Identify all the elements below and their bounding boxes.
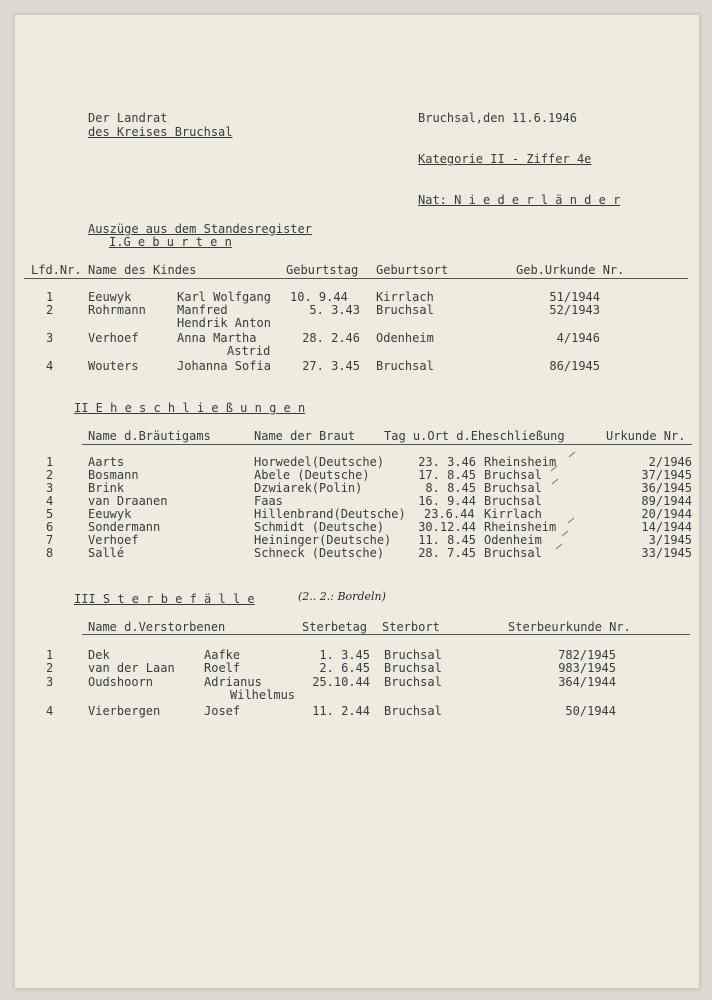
births-col-place: Geburtsort [376,263,449,277]
row-number: 8 [46,546,54,560]
birth-place: Kirrlach [376,290,434,304]
place-date: Bruchsal,den 11.6.1946 [418,111,577,125]
groom-name: Bosmann [88,468,139,482]
child-surname: Verhoef [88,331,139,345]
marriage-date: 23.6.44 [424,507,475,521]
death-place: Bruchsal [384,704,442,718]
deaths-col-doc: Sterbeurkunde Nr. [508,620,631,634]
deaths-col-date: Sterbetag [302,620,368,634]
marriage-date: 16. 9.44 [418,494,476,508]
bride-name: Schneck (Deutsche) [254,546,385,560]
deceased-given-name: Aafke [204,648,241,662]
groom-name: Aarts [88,455,125,469]
child-given-name: Johanna Sofia [177,359,271,373]
marriage-place: Kirrlach [484,507,542,521]
births-col-doc: Geb.Urkunde Nr. [516,263,625,277]
child-given-name: Karl Wolfgang [177,290,271,304]
marriage-place: Odenheim [484,533,542,547]
deceased-given-name: Adrianus [204,675,262,689]
row-number: 4 [46,359,54,373]
deceased-surname: van der Laan [88,661,175,675]
deaths-col-place: Sterbort [382,620,440,634]
deceased-given-name-2: Wilhelmus [230,688,296,702]
death-certificate-number: 50/1944 [565,704,616,718]
deceased-surname: Vierbergen [88,704,161,718]
marriage-date: 17. 8.45 [418,468,476,482]
marriages-col-doc: Urkunde Nr. [606,429,686,443]
death-place: Bruchsal [384,648,442,662]
row-number: 1 [46,648,54,662]
groom-name: Sondermann [88,520,161,534]
marriage-certificate-number: 37/1945 [641,468,692,482]
row-number: 4 [46,704,54,718]
row-number: 2 [46,303,54,317]
marriages-col-groom: Name d.Bräutigams [88,429,211,443]
title-line-1: Auszüge aus dem Standesregister [88,222,312,236]
child-surname: Rohrmann [88,303,146,317]
death-date: 11. 2.44 [312,704,370,718]
row-number: 2 [46,468,54,482]
handwritten-note: (2.. 2.: Bordeln) [298,590,386,603]
row-number: 1 [46,290,54,304]
marriage-certificate-number: 20/1944 [641,507,692,521]
marriage-date: 23. 3.46 [418,455,476,469]
child-given-name: Anna Martha [177,331,257,345]
category: Kategorie II - Ziffer 4e [418,152,592,166]
birth-place: Bruchsal [376,303,434,317]
row-number: 5 [46,507,54,521]
bride-name: Heininger(Deutsche) [254,533,392,547]
child-given-name: Manfred [177,303,228,317]
marriage-date: 8. 8.45 [425,481,476,495]
birth-place: Bruchsal [376,359,434,373]
bride-name: Dzwiarek(Polin) [254,481,363,495]
marriage-certificate-number: 3/1945 [648,533,692,547]
death-place: Bruchsal [384,675,442,689]
marriage-date: 11. 8.45 [418,533,476,547]
birth-date: 10. 9.44 [290,290,348,304]
child-surname: Wouters [88,359,139,373]
birth-certificate-number: 4/1946 [556,331,600,345]
row-number: 6 [46,520,54,534]
child-given-name-2: Hendrik Anton [177,316,271,330]
child-given-name-2: Astrid [227,344,271,358]
marriage-certificate-number: 33/1945 [641,546,692,560]
bride-name: Horwedel(Deutsche) [254,455,385,469]
birth-date: 27. 3.45 [302,359,360,373]
birth-certificate-number: 86/1945 [549,359,600,373]
marriage-date: 30.12.44 [418,520,476,534]
bride-name: Abele (Deutsche) [254,468,370,482]
death-certificate-number: 782/1945 [558,648,616,662]
birth-certificate-number: 51/1944 [549,290,600,304]
row-number: 4 [46,494,54,508]
groom-name: Eeuwyk [88,507,132,521]
deceased-surname: Oudshoorn [88,675,154,689]
death-date: 25.10.44 [312,675,370,689]
marriage-certificate-number: 2/1946 [648,455,692,469]
groom-name: Brink [88,481,125,495]
death-certificate-number: 364/1944 [558,675,616,689]
marriages-col-date-place: Tag u.Ort d.Eheschließung [384,429,565,443]
marriages-heading: II E h e s c h l i e ß u n g e n [74,401,306,415]
marriage-place: Bruchsal [484,468,542,482]
row-number: 7 [46,533,54,547]
death-date: 1. 3.45 [319,648,370,662]
bride-name: Faas [254,494,283,508]
death-date: 2. 6.45 [319,661,370,675]
death-certificate-number: 983/1945 [558,661,616,675]
deceased-surname: Dek [88,648,110,662]
groom-name: Verhoef [88,533,139,547]
births-col-nr: Lfd.Nr. [31,263,82,277]
row-number: 3 [46,331,54,345]
row-number: 2 [46,661,54,675]
birth-date: 5. 3.43 [309,303,360,317]
deaths-col-name: Name d.Verstorbenen [88,620,226,634]
birth-place: Odenheim [376,331,434,345]
deceased-given-name: Josef [204,704,241,718]
marriage-place: Rheinsheim [484,455,557,469]
child-surname: Eeuwyk [88,290,132,304]
births-heading: I.G e b u r t e n [109,235,232,249]
birth-date: 28. 2.46 [302,331,360,345]
groom-name: Sallé [88,546,125,560]
row-number: 1 [46,455,54,469]
bride-name: Schmidt (Deutsche) [254,520,385,534]
death-place: Bruchsal [384,661,442,675]
marriage-place: Rheinsheim [484,520,557,534]
marriage-date: 28. 7.45 [418,546,476,560]
birth-certificate-number: 52/1943 [549,303,600,317]
marriage-place: Bruchsal [484,481,542,495]
row-number: 3 [46,675,54,689]
groom-name: van Draanen [88,494,168,508]
nationality: Nat: N i e d e r l ä n d e r [418,193,621,207]
row-number: 3 [46,481,54,495]
marriage-place: Bruchsal [484,494,542,508]
marriage-place: Bruchsal [484,546,542,560]
births-col-name: Name des Kindes [88,263,197,277]
deaths-heading: III S t e r b e f ä l l e [74,592,255,606]
issuer-line-1: Der Landrat [88,111,168,125]
marriage-certificate-number: 14/1944 [641,520,692,534]
bride-name: Hillenbrand(Deutsche) [254,507,406,521]
marriage-certificate-number: 36/1945 [641,481,692,495]
deceased-given-name: Roelf [204,661,241,675]
marriage-certificate-number: 89/1944 [641,494,692,508]
issuer-line-2: des Kreises Bruchsal [88,125,233,139]
marriages-col-bride: Name der Braut [254,429,356,443]
births-col-date: Geburtstag [286,263,359,277]
